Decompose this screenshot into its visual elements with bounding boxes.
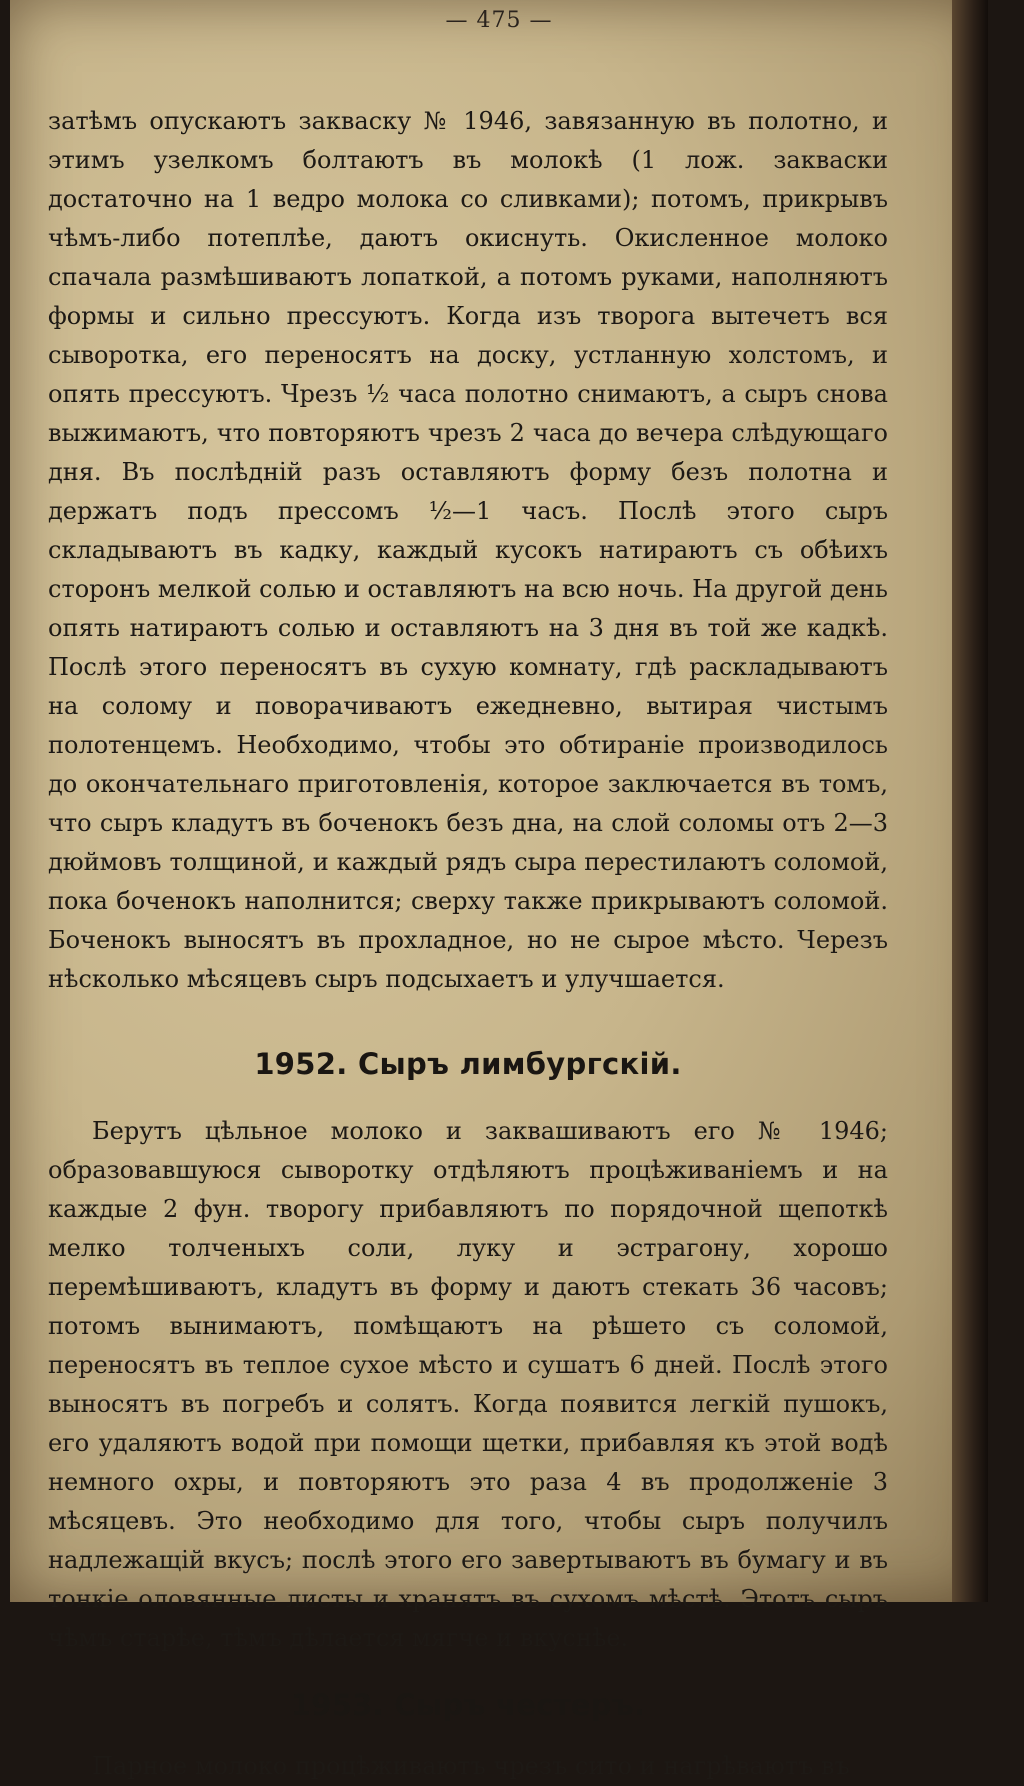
book-spine-edge	[952, 0, 988, 1602]
book-page	[10, 0, 988, 1780]
page-number: — 475 —	[445, 8, 553, 33]
recipe-heading-1952: 1952. Сыръ лимбургскій.	[254, 1047, 682, 1081]
page-text	[48, 102, 888, 1786]
recipe-heading-1953: 1953. Сыръ честеръ.	[290, 1688, 646, 1722]
recipe-body-1953: Парное молоко процѣживаютъ чрезъ сито и нагрѣваютъ въ	[92, 1752, 850, 1780]
recipe-body-1952: Берутъ цѣльное молоко и заквашиваютъ его № 1946; образовавшуюся сыворотку отдѣляютъ процѣживаніемъ и на каждые 2 фун. творогу прибавляютъ по порядочной щепоткѣ мелко толченыхъ соли, луку и эстрагону, хорошо перемѣшиваютъ, кладутъ въ форму и даютъ стекать 36 часовъ; потомъ вынимаютъ, помѣщаютъ на рѣшето съ соломой, переносятъ въ теплое сухое мѣсто и сушатъ 6 дней. Послѣ этого выносятъ въ погребъ и солятъ. Когда появится легкій пушокъ, его удаляютъ водой при помощи щетки, прибавляя къ этой водѣ немного охры, и повторяютъ это раза 4 въ продолженіе 3 мѣсяцевъ. Это необходимо для того, чтобы сыръ получилъ надлежащій вкусъ; послѣ этого его завертываютъ въ бумагу и въ тонкіе оловянные листы и хранятъ въ сухомъ мѣстѣ. Этотъ сыръ чѣмъ старѣе, тѣмъ дѣлается мягче и вкуснѣе.	[48, 1117, 888, 1652]
continued-paragraph: затѣмъ опускаютъ закваску № 1946, завязанную въ полотно, и этимъ узелкомъ болтаютъ въ молокѣ (1 лож. закваски достаточно на 1 ведро молока со сливками); потомъ, прикрывъ чѣмъ-либо потеплѣе, даютъ окиснуть. Окисленное молоко спачала размѣшиваютъ лопаткой, а потомъ руками, наполняютъ формы и сильно прессуютъ. Когда изъ творога вытечетъ вся сыворотка, его переносятъ на доску, устланную холстомъ, и опять прессуютъ. Чрезъ ½ часа полотно снимаютъ, а сыръ снова выжимаютъ, что повторяютъ чрезъ 2 часа до вечера слѣдующаго дня. Въ послѣдній разъ оставляютъ форму безъ полотна и держатъ подъ прессомъ ½—1 часъ. Послѣ этого сыръ складываютъ въ кадку, каждый кусокъ натираютъ съ обѣихъ сторонъ мелкой солью и оставляютъ на всю ночь. На другой день опять натираютъ солью и оставляютъ на 3 дня въ той же кадкѣ. Послѣ этого переносятъ въ сухую комнату, гдѣ раскладываютъ на солому и поворачиваютъ ежедневно, вытирая чистымъ полотенцемъ. Необходимо, чтобы это обтираніе производилось до окончательнаго приготовленія, которое заключается въ томъ, что сыръ кладутъ въ боченокъ безъ дна, на слой соломы отъ 2—3 дюймовъ толщиной, и каждый рядъ сыра перестилаютъ соломой, пока боченокъ наполнится; сверху также прикрываютъ соломой. Боченокъ выносятъ въ прохладное, но не сырое мѣсто. Черезъ нѣсколько мѣсяцевъ сыръ подсыхаетъ и улучшается.	[48, 107, 888, 993]
